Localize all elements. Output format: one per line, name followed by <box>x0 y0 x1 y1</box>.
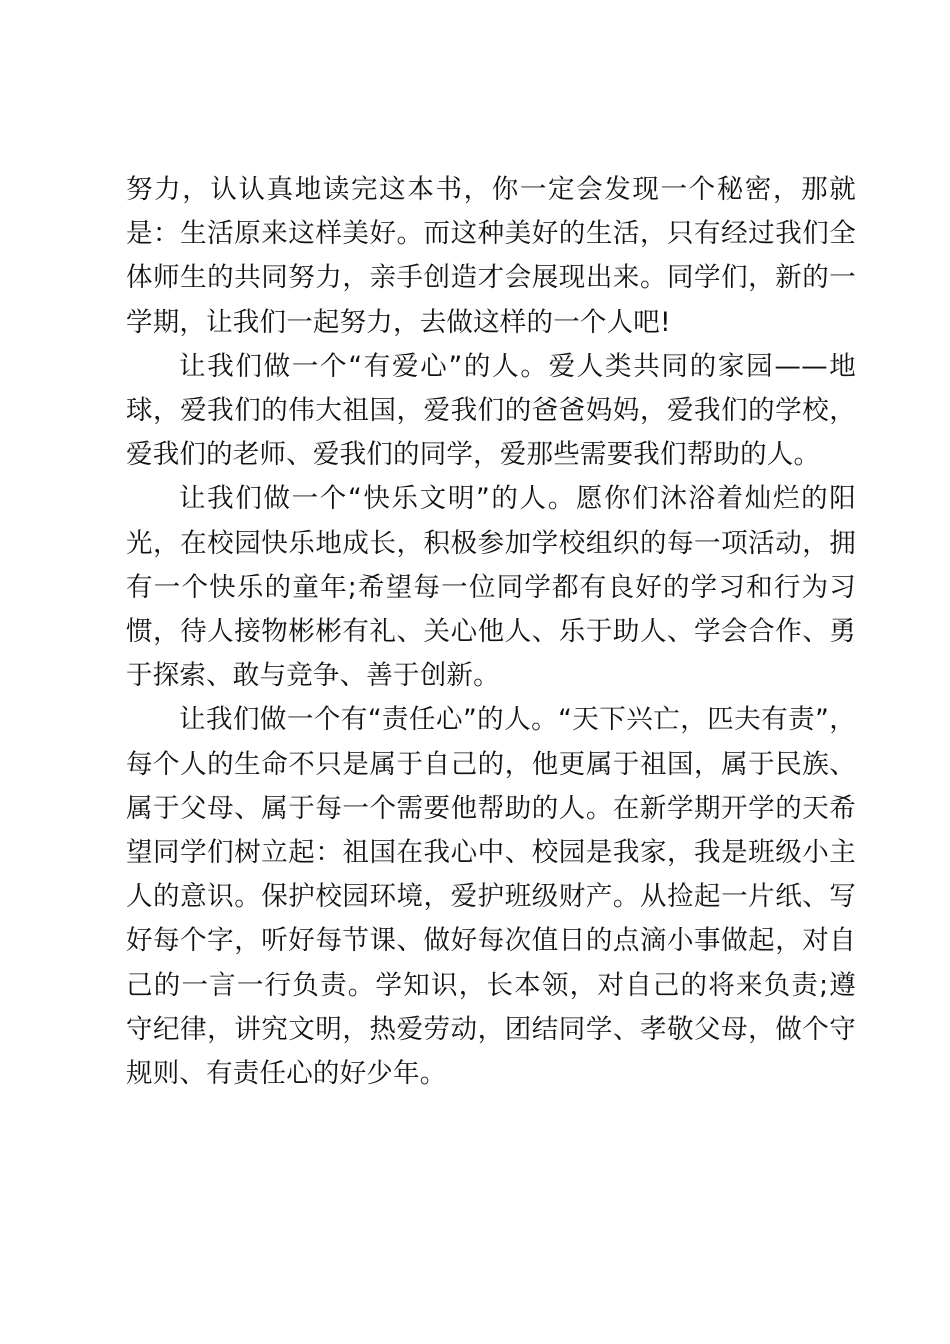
paragraph-responsibility: 让我们做一个有“责任心”的人。“天下兴亡，匹夫有责”，每个人的生命不只是属于自己的，他更属于祖国，属于民族、属于父母、属于每一个需要他帮助的人。在新学期开学的天希望同学们树立起：祖国在我心中、校园是我家，我是班级小主人的意识。保护校园环境，爱护班级财产。从捡起一片纸、写好每个字，听好每节课、做好每次值日的点滴小事做起，对自己的一言一行负责。学知识，长本领，对自己的将来负责;遵守纪律，讲究文明，热爱劳动，团结同学、孝敬父母，做个守规则、有责任心的好少年。 <box>126 704 856 1090</box>
paragraph-love: 让我们做一个“有爱心”的人。爱人类共同的家园——地球，爱我们的伟大祖国，爱我们的爸爸妈妈，爱我们的学校，爱我们的老师、爱我们的同学，爱那些需要我们帮助的人。 <box>126 350 856 471</box>
paragraph-continuation: 努力，认认真地读完这本书，你一定会发现一个秘密，那就是：生活原来这样美好。而这种美好的生活，只有经过我们全体师生的共同努力，亲手创造才会展现出来。同学们，新的一学期，让我们一起努力，去做这样的一个人吧! <box>126 174 856 338</box>
paragraph-happy-civilized: 让我们做一个“快乐文明”的人。愿你们沐浴着灿烂的阳光，在校园快乐地成长，积极参加学校组织的每一项活动，拥有一个快乐的童年;希望每一位同学都有良好的学习和行为习惯，待人接物彬彬有礼、关心他人、乐于助人、学会合作、勇于探索、敢与竞争、善于创新。 <box>126 483 856 692</box>
document-page <box>126 168 856 1096</box>
